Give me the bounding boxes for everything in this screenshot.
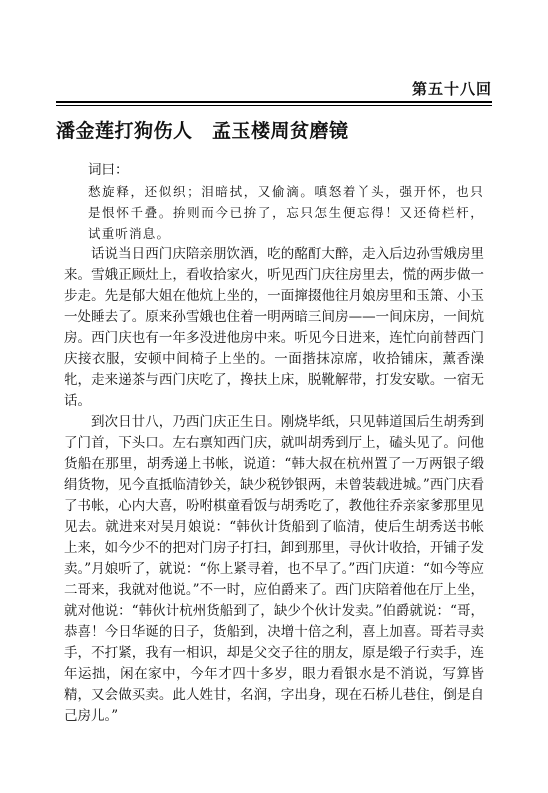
header-rule-thick [56,101,492,103]
header-rule-thin [56,105,492,106]
ci-poem: 愁旋释，还似织；泪暗拭，又偷滴。嗔怒着丫头，强开怀，也只是恨怀千叠。拚则而今已拚了，忘只怎生便忘得！又还倚栏杆，试重听消息。 [88,184,484,241]
ci-label: 词曰： [88,162,129,178]
chapter-body [64,160,484,727]
paragraph-1: 话说当日西门庆陪亲朋饮酒，吃的酩酊大醉，走入后边孙雪娥房里来。雪娥正顾灶上，看收拾家火，听见西门庆往房里去，慌的两步做一步走。先是郁大姐在他炕上坐的，一面撺掇他往月娘房里和玉箫、小玉一处睡去了。原来孙雪娥也住着一明两暗三间房——一间床房，一间炕房。西门庆也有一年多没进他房中来。听见今日进来，连忙向前替西门庆接衣服，安顿中间椅子上坐的。一面揩抹凉席，收拾铺床，薰香澡牝，走来递茶与西门庆吃了，搀扶上床，脱靴解带，打发安歇。一宿无话。 [64,246,484,409]
paragraph-2: 到次日廿八，乃西门庆正生日。刚烧毕纸，只见韩道国后生胡秀到了门首，下头口。左右禀知西门庆，就叫胡秀到厅上，磕头见了。问他货船在那里，胡秀递上书帐，说道：“韩大叔在杭州置了一万两银子缎绢货物，见今直抵临清钞关，缺少税钞银两，未曾装载进城。”西门庆看了书帐，心内大喜，吩咐棋童看饭与胡秀吃了，教他往乔亲家爹那里见见去。就进来对吴月娘说：“韩伙计货船到了临清，使后生胡秀送书帐上来，如今少不的把对门房子打扫，卸到那里，寻伙计收拾，开铺子发卖。”月娘听了，就说：“你上紧寻着，也不早了。”西门庆道：“如今等应二哥来，我就对他说。”不一时，应伯爵来了。西门庆陪着他在厅上坐，就对他说：“韩伙计杭州货船到了，缺少个伙计发卖。”伯爵就说：“哥，恭喜！今日华诞的日子，货船到，决增十倍之利，喜上加喜。哥若寻卖手，不打紧，我有一相识，却是父交子往的朋友，原是缎子行卖手，连年运拙，闲在家中，今年才四十多岁，眼力看银水是不消说，写算皆精，又会做买卖。此人姓甘，名润，字出身，现在石桥儿巷住，倒是自己房儿。” [64,414,484,724]
chapter-title: 潘金莲打狗伤人 孟玉楼周贫磨镜 [56,120,349,142]
chapter-number-label: 第五十八回 [411,80,492,98]
